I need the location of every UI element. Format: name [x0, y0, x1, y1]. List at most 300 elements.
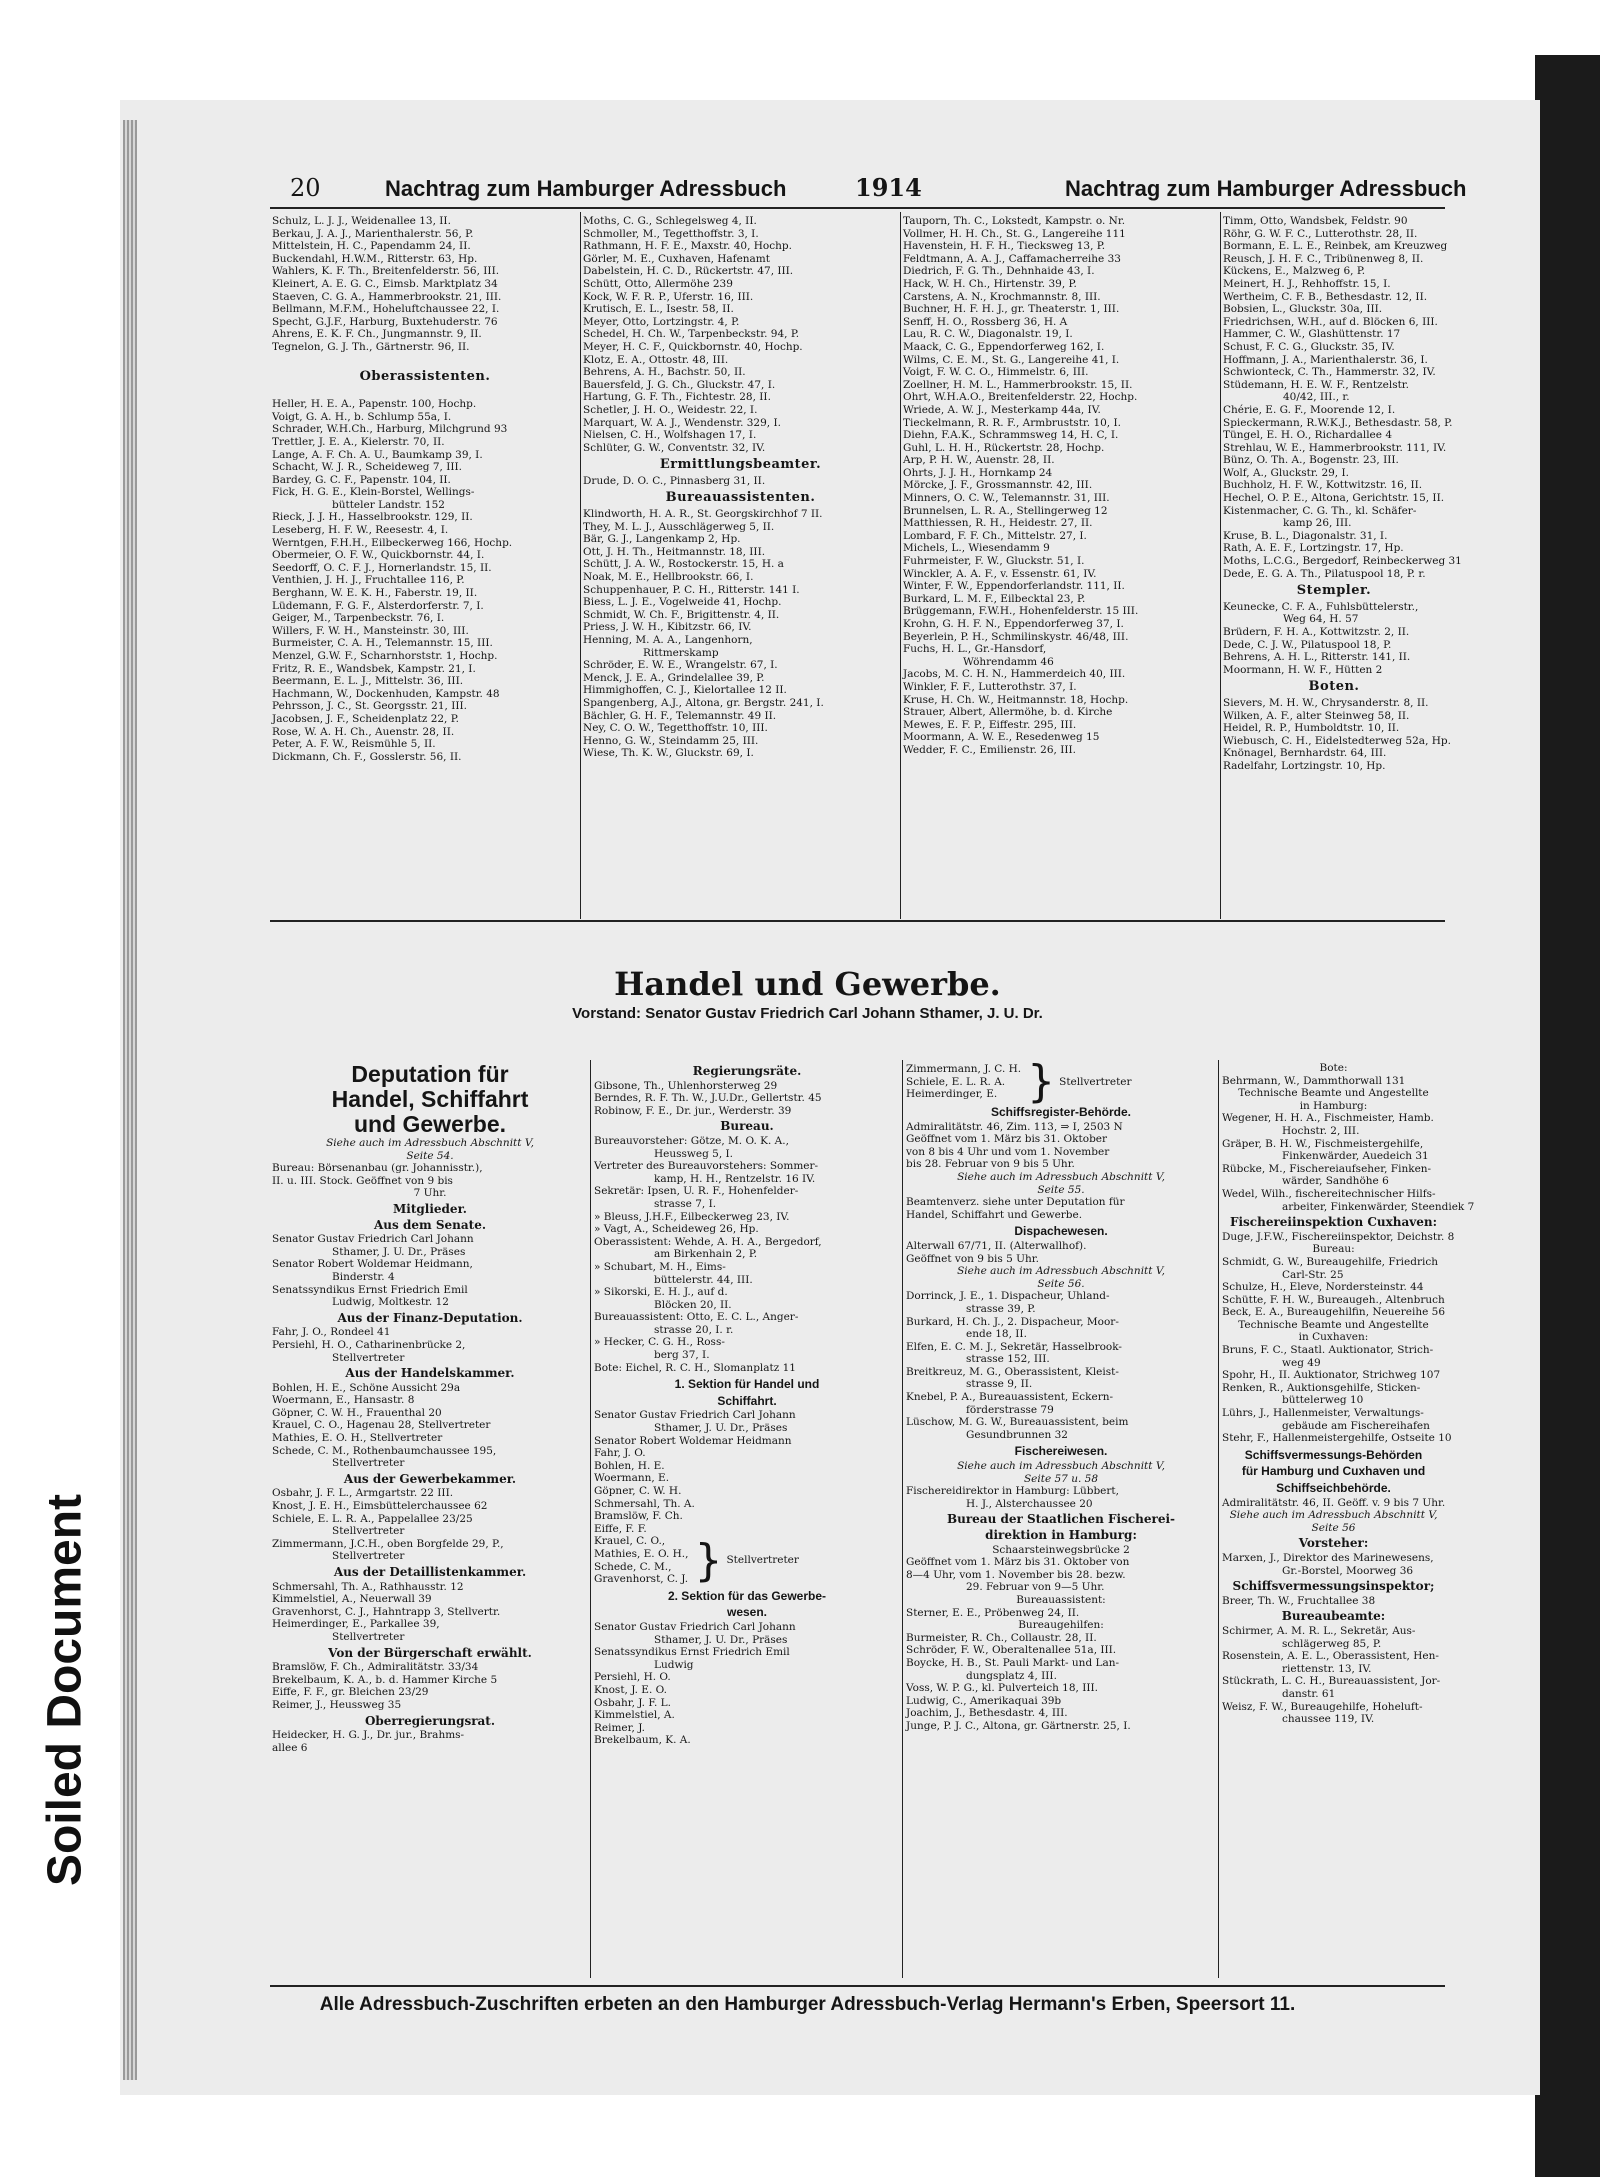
directory-entry: Moormann, A. W. E., Resedenweg 15	[903, 731, 1100, 744]
directory-entry: Fahr, J. O., Rondeel 41	[272, 1326, 391, 1339]
directory-entry: Winckler, A. A. F., v. Essenstr. 61, IV.	[903, 567, 1097, 580]
directory-entry: Reusch, J. H. F. C., Tribünenweg 8, II.	[1223, 252, 1424, 265]
directory-entry: Menzel, G.W. F., Scharnhorststr. 1, Hochp.	[272, 650, 498, 662]
directory-entry: Sterner, E. E., Pröbenweg 24, II.	[906, 1606, 1080, 1619]
subheading: Aus dem Senate.	[373, 1217, 487, 1232]
directory-entry: Krutisch, E. L., Isestr. 58, II.	[583, 303, 734, 316]
entry-continuation: strasse 7, I.	[654, 1197, 717, 1210]
entry-continuation: Stellvertreter	[332, 1525, 405, 1538]
directory-entry: Schwionteck, C. Th., Hammerstr. 32, IV.	[1223, 366, 1436, 379]
directory-entry: Spieckermann, R.W.K.J., Bethesdastr. 58, P.	[1223, 416, 1453, 429]
header-year: 1914	[855, 173, 922, 202]
directory-entry: Vollmer, H. H. Ch., St. G., Langereihe 111	[903, 227, 1126, 240]
directory-entry: Hammer, C. W., Glashüttenstr. 17	[1223, 328, 1401, 341]
directory-entry: Schütt, Otto, Allermöhe 239	[583, 277, 733, 290]
directory-entry: Feldtmann, A. A. J., Caffamacherreihe 33	[903, 252, 1121, 265]
directory-entry: Kruse, H. Ch. W., Heitmannstr. 18, Hochp.	[903, 693, 1129, 706]
cross-reference: Seite 55.	[1037, 1183, 1085, 1196]
running-title-right: Nachtrag zum Hamburger Adressbuch	[1065, 176, 1467, 201]
directory-entry: Rosenstein, A. E. L., Oberassistent, Hen-	[1222, 1650, 1439, 1663]
centered-line: Bote:	[1319, 1062, 1348, 1074]
subheading: Fischereiinspektion Cuxhaven:	[1229, 1215, 1438, 1230]
directory-entry: Wegener, H. H. A., Fischmeister, Hamb.	[1222, 1112, 1434, 1125]
directory-entry: Weisz, F. W., Bureaugehilfe, Hoheluft-	[1222, 1700, 1423, 1713]
directory-entry: Krohn, G. H. F. N., Eppendorferweg 37, I.	[903, 618, 1124, 630]
directory-entry: Schmersahl, Th. A., Rathhausstr. 12	[272, 1580, 464, 1593]
directory-entry: Maack, C. G., Eppendorferweg 162, I.	[903, 340, 1105, 353]
page-header	[170, 170, 1467, 206]
entry-continuation: Finkenwärder, Auedeich 31	[1282, 1150, 1429, 1163]
directory-entry: Tieckelmann, R. R. F., Armbruststr. 10, I.	[903, 416, 1121, 429]
entry-continuation: Rittmerskamp	[643, 646, 719, 659]
centered-line: Bureau:	[1312, 1243, 1355, 1256]
section-vorstand: Vorstand: Senator Gustav Friedrich Carl Johann Sthamer, J. U. Dr.	[572, 1005, 1043, 1022]
directory-entry: Reimer, J.	[594, 1721, 645, 1734]
directory-entry: Wiebusch, C. H., Eidelstedterweg 52a, Hp.	[1223, 734, 1451, 747]
directory-entry: Osbahr, J. F. L., Armgartstr. 22 III.	[272, 1487, 454, 1500]
directory-entry: Wriede, A. W. J., Mesterkamp 44a, IV.	[903, 403, 1101, 416]
directory-entry: Rose, W. A. H. Ch., Auenstr. 28, II.	[272, 725, 455, 738]
directory-entry: Stückrath, L. C. H., Bureauassistent, Jor-	[1222, 1675, 1441, 1688]
spacer	[272, 354, 578, 366]
entry-continuation: ende 18, II.	[966, 1328, 1027, 1341]
directory-entry: Hechel, O. P. E., Altona, Gerichtstr. 15, II.	[1223, 492, 1445, 505]
behoerden-block	[906, 1106, 1216, 1733]
entry-continuation: gebäude am Fischereihafen	[1282, 1419, 1430, 1432]
directory-entry: Havenstein, H. F. H., Tiecksweg 13, P.	[903, 240, 1106, 253]
directory-entry: Woermann, E.	[594, 1472, 670, 1485]
regierungsraete-block	[594, 1065, 900, 1535]
entry-continuation: kamp 26, III.	[1283, 517, 1352, 530]
directory-entry: Berghann, W. E. K. H., Faberstr. 19, II.	[272, 587, 478, 600]
directory-entry: Moormann, H. W. F., Hütten 2	[1223, 663, 1383, 676]
directory-entry: Schmersahl, Th. A.	[594, 1497, 695, 1510]
directory-entry: Behrens, A. H., Bachstr. 50, II.	[583, 366, 746, 379]
directory-entry: Gräper, B. H. W., Fischmeistergehilfe,	[1222, 1137, 1424, 1150]
entry-continuation: danstr. 61	[1282, 1687, 1336, 1700]
directory-entry: Wilms, C. E. M., St. G., Langereihe 41, I.	[903, 353, 1120, 366]
directory-entry: Buchner, H. F. H. J., gr. Theaterstr. 1, III.	[903, 303, 1120, 316]
directory-entry: Bormann, E. L. E., Reinbek, am Kreuzweg	[1223, 240, 1448, 253]
directory-entry: Schmoller, M., Tegetthoffstr. 3, I.	[583, 227, 759, 240]
entry-continuation: dungsplatz 4, III.	[966, 1669, 1057, 1682]
subheading: Schiffsvermessungsinspektor;	[1232, 1579, 1435, 1594]
substitutes-label: Stellvertreter	[1059, 1075, 1132, 1088]
section-rule	[270, 920, 1445, 922]
cross-reference: Siehe auch im Adressbuch Abschnitt V,	[1229, 1509, 1438, 1522]
brace-glyph: }	[1027, 1056, 1056, 1107]
entry-continuation: strasse 20, I. r.	[654, 1323, 734, 1336]
directory-entry: Schütt, J. A. W., Rostockerstr. 15, H. a	[583, 558, 784, 571]
cross-reference: Seite 57 u. 58	[1023, 1472, 1099, 1485]
entry-continuation: Stellvertreter	[332, 1351, 405, 1364]
column-divider	[580, 212, 581, 919]
substitute-names	[594, 1535, 688, 1585]
directory-entry: Elfen, E. C. M. J., Sekretär, Hasselbrook-	[906, 1340, 1122, 1353]
directory-entry: Brunnelsen, L. R. A., Stellingerweg 12	[903, 504, 1108, 517]
centered-line: Schaarsteinwegsbrücke 2	[992, 1543, 1130, 1556]
directory-entry: Wedel, Wilh., fischereitechnischer Hilfs-	[1222, 1187, 1436, 1200]
entry-continuation: Sthamer, J. U. Dr., Präses	[332, 1245, 466, 1258]
directory-entry: They, M. L. J., Ausschlägerweg 5, II.	[583, 520, 775, 533]
directory-entry: Schirmer, A. M. R. L., Sekretär, Aus-	[1222, 1624, 1416, 1637]
directory-entry: Duge, J.F.W., Fischereiinspektor, Deichstr. 8	[1222, 1230, 1455, 1243]
directory-entry: Knost, J. E. O.	[594, 1683, 667, 1696]
directory-entry: Burmeister, C. A. H., Telemannstr. 15, III.	[272, 637, 493, 650]
upper-column-2	[583, 215, 898, 917]
directory-entry: Brekelbaum, K. A., b. d. Hammer Kirche 5	[272, 1673, 498, 1686]
substitute-name: Schede, C. M.,	[594, 1560, 672, 1573]
directory-entry: Schröder, F. W., Oberaltenallee 51a, III.	[906, 1644, 1117, 1657]
directory-entry: Göpner, C. W. H., Frauenthal 20	[272, 1406, 442, 1419]
directory-entry: Stehr, F., Hallenmeistergehilfe, Ostseite 10	[1222, 1432, 1452, 1445]
directory-entry: Robinow, F. E., Dr. jur., Werderstr. 39	[594, 1104, 792, 1117]
directory-entry: Bramslöw, F. Ch., Admiralitätstr. 33/34	[272, 1661, 479, 1674]
page-footer: Alle Adressbuch-Zuschriften erbeten an den Hamburger Adressbuch-Verlag Hermann's Erben, Speersort 11.	[319, 1994, 1296, 2015]
directory-entry: Dickmann, Ch. F., Gosslerstr. 56, II.	[272, 750, 462, 763]
directory-entry: Gibsone, Th., Uhlenhorsterweg 29	[594, 1079, 778, 1092]
directory-entry: Knönagel, Bernhardstr. 64, III.	[1223, 747, 1387, 760]
directory-entry: Willers, F. W. H., Mansteinstr. 30, III.	[272, 624, 469, 637]
centered-line: Technische Beamte und Angestellte	[1238, 1318, 1429, 1331]
directory-entry: Schulze, H., Eleve, Nordersteinstr. 44	[1222, 1281, 1424, 1294]
directory-entry: Mewes, E. F. P., Eiffestr. 295, III.	[903, 718, 1077, 731]
directory-entry: Burmeister, R. Ch., Collaustr. 28, II.	[906, 1631, 1097, 1644]
lower-column-1	[272, 1062, 588, 1977]
entry-continuation: Sthamer, J. U. Dr., Präses	[654, 1633, 788, 1646]
directory-entry: Ohrt, W.H.A.O., Breitenfelderstr. 22, Hochp.	[903, 391, 1138, 404]
substitute-name: Krauel, C. O.,	[594, 1535, 666, 1548]
entry-continuation: Stellvertreter	[332, 1630, 405, 1643]
directory-entry: Wedder, F. C., Emilienstr. 26, III.	[903, 743, 1076, 756]
page-number: 20	[290, 174, 321, 202]
directory-entry: Drude, D. O. C., Pinnasberg 31, II.	[583, 474, 766, 487]
directory-entry: Senator Gustav Friedrich Carl Johann	[272, 1233, 474, 1246]
subheading: Aus der Finanz-Deputation.	[337, 1310, 523, 1325]
directory-entry: Beamtenverz. siehe unter Deputation für	[906, 1196, 1125, 1209]
section-heading: 2. Sektion für das Gewerbe-	[667, 1588, 827, 1603]
subheading: Bureau.	[720, 1119, 774, 1134]
block-title: und Gewerbe.	[353, 1111, 507, 1137]
directory-entry: Michels, L., Wiesendamm 9	[903, 542, 1050, 555]
list-heading: Boten.	[1308, 679, 1360, 695]
centered-line: in Cuxhaven:	[1298, 1331, 1369, 1344]
entry-continuation: kamp, H. H., Rentzelstr. 16 IV.	[654, 1172, 816, 1185]
directory-entry: Hack, W. H. Ch., Hirtenstr. 39, P.	[903, 277, 1077, 290]
directory-entry: 8—4 Uhr, vom 1. November bis 28. bezw.	[906, 1568, 1126, 1581]
directory-entry: Wolf, A., Gluckstr. 29, I.	[1223, 466, 1349, 479]
directory-entry: Schmidt, W. Ch. F., Brigittenstr. 4, II.	[583, 608, 780, 621]
directory-entry: Persiehl, H. O., Catharinenbrücke 2,	[272, 1338, 466, 1351]
entry-continuation: Ludwig, Moltkestr. 12	[332, 1296, 449, 1309]
brace-glyph: }	[694, 1534, 723, 1586]
subheading: Aus der Gewerbekammer.	[343, 1471, 517, 1486]
cross-reference: Seite 54.	[406, 1149, 454, 1162]
entry-continuation: strasse 152, III.	[966, 1353, 1050, 1366]
directory-entry: Staeven, C. G. A., Hammerbrookstr. 21, III.	[272, 290, 502, 303]
cross-reference: Siehe auch im Adressbuch Abschnitt V,	[957, 1170, 1165, 1183]
section-heading: Schiffahrt.	[717, 1393, 777, 1408]
directory-entry: Beermann, E. L. J., Mittelstr. 36, III.	[272, 675, 464, 688]
directory-entry: Fick, H. G. E., Klein-Borstel, Wellings-	[272, 486, 475, 499]
subheading: Vorsteher:	[1298, 1536, 1369, 1551]
directory-entry: Zimmermann, J.C.H., oben Borgfelde 29, P.,	[272, 1537, 504, 1550]
directory-entry: Meyer, H. C. F., Quickbornstr. 40, Hochp.	[583, 340, 803, 353]
directory-entry: Hachmann, W., Dockenhuden, Kampstr. 48	[272, 687, 500, 700]
entry-continuation: Stellvertreter	[332, 1457, 405, 1470]
cross-reference: Seite 56	[1311, 1521, 1356, 1534]
directory-entry: Stüdemann, H. E. W. F., Rentzelstr.	[1223, 378, 1410, 391]
directory-entry: Wertheim, C. F. B., Bethesdastr. 12, II.	[1223, 290, 1428, 303]
entry-continuation: wärder, Sandhöhe 6	[1282, 1175, 1389, 1188]
directory-entry: Himmighoffen, C. J., Kielortallee 12 II.	[583, 684, 787, 697]
directory-entry: Berndes, R. F. Th. W., J.U.Dr., Gellertstr. 45	[594, 1092, 822, 1105]
directory-entry: Schust, F. C. G., Gluckstr. 35, IV.	[1223, 340, 1395, 353]
directory-entry: Admiralitätstr. 46, II. Geöff. v. 9 bis 7 Uhr.	[1222, 1496, 1446, 1509]
scanner-background-edge	[1535, 55, 1600, 2177]
gewerbe-section-block	[594, 1590, 900, 1747]
directory-entry: Leseberg, H. F. W., Reesestr. 4, I.	[272, 524, 449, 537]
directory-entry: Spohr, H., II. Auktionator, Strichweg 107	[1222, 1369, 1441, 1382]
directory-entry: Osbahr, J. F. L.	[594, 1696, 671, 1709]
directory-entry: Vertreter des Bureauvorstehers: Sommer-	[594, 1160, 819, 1173]
list-heading: Stempler.	[1296, 583, 1372, 599]
substitutes-label: Stellvertreter	[726, 1554, 799, 1567]
section-heading: Schiffseichbehörde.	[1276, 1481, 1391, 1495]
lower-column-4	[1222, 1062, 1475, 1977]
section-heading: Schiffsregister-Behörde.	[990, 1105, 1132, 1119]
directory-entry: Moths, C. G., Schlegelsweg 4, II.	[583, 215, 757, 227]
section-heading: für Hamburg und Cuxhaven und	[1241, 1464, 1426, 1479]
entry-continuation: riettenstr. 13, IV.	[1282, 1662, 1372, 1675]
entry-continuation: weg 49	[1282, 1356, 1321, 1369]
list-heading: Ermittlungsbeamter.	[659, 457, 822, 473]
directory-entry: » Hecker, C. G. H., Ross-	[594, 1336, 725, 1349]
entry-continuation: bütteler Landstr. 152	[332, 498, 445, 511]
soiled-document-stamp	[20, 1430, 110, 1950]
section-heading: Schiffsvermessungs-Behörden	[1244, 1447, 1423, 1462]
directory-entry: Friedrichsen, W.H., auf d. Blöcken 6, III.	[1223, 315, 1438, 328]
section-heading: wesen.	[726, 1605, 768, 1620]
directory-entry: Senator Gustav Friedrich Carl Johann	[594, 1620, 796, 1633]
directory-entry: Renken, R., Auktionsgehilfe, Sticken-	[1222, 1381, 1421, 1394]
directory-entry: Bär, G. J., Langenkamp 2, Hp.	[583, 533, 741, 546]
directory-entry: Diedrich, F. G. Th., Dehnhaide 43, I.	[903, 265, 1095, 278]
directory-entry: Werntgen, F.H.H., Eilbeckerweg 166, Hochp.	[272, 536, 513, 549]
entry-continuation: strasse 9, II.	[966, 1378, 1033, 1391]
spacer	[272, 386, 578, 398]
directory-entry: Heimerdinger, E., Parkallee 39,	[272, 1618, 440, 1631]
directory-entry: Eiffe, F. F.	[594, 1522, 647, 1535]
directory-entry: Buckendahl, H.W.M., Ritterstr. 63, Hp.	[272, 252, 478, 265]
directory-entry: Arp, P. H. W., Auenstr. 28, II.	[903, 454, 1055, 467]
directory-entry: Wiese, Th. K. W., Gluckstr. 69, I.	[583, 747, 754, 760]
directory-entry: Junge, P. J. C., Altona, gr. Gärtnerstr. 25, I.	[906, 1719, 1131, 1732]
substitute-name: Zimmermann, J. C. H.	[906, 1063, 1022, 1076]
entry-continuation: büttelerstr. 44, III.	[654, 1273, 753, 1286]
directory-entry: Brüggemann, F.W.H., Hohenfelderstr. 15 III.	[903, 605, 1139, 618]
directory-entry: » Schubart, M. H., Eims-	[594, 1260, 726, 1273]
subheading: Oberregierungsrat.	[364, 1713, 496, 1728]
lower-column-2	[594, 1062, 900, 1977]
section-title: Handel und Gewerbe.	[614, 965, 1001, 1003]
directory-entry: Schrader, W.H.Ch., Harburg, Milchgrund 93	[272, 423, 508, 436]
directory-entry: Heidecker, H. G. J., Dr. jur., Brahms-	[272, 1729, 465, 1742]
directory-entry: Schiele, E. L. R. A., Pappelallee 23/25	[272, 1512, 473, 1525]
directory-entry: Kimmelstiel, A., Neuerwall 39	[272, 1593, 432, 1606]
entry-continuation: Carl-Str. 25	[1282, 1268, 1344, 1281]
directory-entry: Kimmelstiel, A.	[594, 1709, 675, 1722]
upper-column-1	[272, 215, 578, 917]
directory-entry: Knost, J. E. H., Eimsbüttelerchaussee 62	[272, 1500, 488, 1513]
directory-entry: Voigt, G. A. H., b. Schlump 55a, I.	[272, 410, 452, 423]
directory-entry: Schröder, E. W. E., Wrangelstr. 67, I.	[583, 659, 778, 672]
section-heading: Dispachewesen.	[1014, 1224, 1108, 1239]
directory-entry: Sekretär: Ipsen, U. R. F., Hohenfelder-	[594, 1185, 799, 1198]
directory-entry: Dabelstein, H. C. D., Rückertstr. 47, III.	[583, 265, 794, 278]
substitute-names	[906, 1063, 1021, 1101]
directory-entry: Dede, E. G. A. Th., Pilatuspool 18, P. r.	[1223, 567, 1426, 580]
directory-entry: Lüdemann, F. G. F., Alsterdorferstr. 7, I.	[272, 599, 484, 612]
directory-entry: Ney, C. O. W., Tegetthoffstr. 10, III.	[583, 722, 768, 735]
directory-entry: Matthiessen, R. H., Heidestr. 27, II.	[903, 517, 1093, 530]
directory-entry: Senatssyndikus Ernst Friedrich Emil	[594, 1646, 790, 1659]
directory-entry: Noak, M. E., Hellbrookstr. 66, I.	[583, 571, 754, 584]
directory-entry: Heller, H. E. A., Papenstr. 100, Hochp.	[272, 398, 477, 411]
directory-entry: Lau, R. C. W., Diagonalstr. 19, I.	[903, 328, 1073, 341]
entry-continuation: Sthamer, J. U. Dr., Präses	[654, 1422, 788, 1435]
directory-entry: Strauer, Albert, Allermöhe, b. d. Kirche	[903, 706, 1113, 719]
entry-continuation: Gesundbrunnen 32	[966, 1428, 1068, 1441]
directory-entry: Minners, O. C. W., Telemannstr. 31, III.	[903, 492, 1110, 505]
upper-column-3	[903, 215, 1218, 917]
block-title: Deputation für	[351, 1061, 509, 1087]
directory-entry: Brekelbaum, K. A.	[594, 1734, 691, 1747]
stamp-text: Soiled Document	[38, 1493, 92, 1887]
directory-entry: Schulz, L. J. J., Weidenallee 13, II.	[272, 215, 451, 227]
directory-entry: Lombard, F. F. Ch., Mittelstr. 27, I.	[903, 529, 1087, 542]
directory-entry: Strehlau, W. E., Hammerbrookstr. 111, IV.	[1223, 441, 1447, 454]
entry-continuation: büttelerweg 10	[1282, 1394, 1364, 1407]
directory-entry: Senff, H. O., Rossberg 36, H. A	[903, 315, 1068, 328]
directory-entry: Bardey, G. C. F., Papenstr. 104, II.	[272, 473, 451, 486]
directory-entry: Bohlen, H. E., Schöne Aussicht 29a	[272, 1381, 461, 1394]
directory-entry: von 8 bis 4 Uhr und vom 1. November	[906, 1145, 1110, 1158]
directory-entry: Mörcke, J. F., Grossmannstr. 42, III.	[903, 479, 1093, 492]
directory-entry: Rath, A. E. F., Lortzingstr. 17, Hp.	[1223, 542, 1404, 555]
centered-line: 7 Uhr.	[413, 1187, 447, 1200]
directory-entry: Rathmann, H. F. E., Maxstr. 40, Hochp.	[583, 240, 792, 253]
directory-entry: Brüdern, F. H. A., Kottwitzstr. 2, II.	[1223, 626, 1410, 638]
substitute-name: Gravenhorst, C. J.	[594, 1573, 689, 1586]
directory-entry: Schetler, J. H. O., Weidestr. 22, I.	[583, 403, 758, 416]
entry-continuation: Stellvertreter	[332, 1550, 405, 1563]
column-divider	[1220, 212, 1221, 919]
subheading: Mitglieder.	[393, 1201, 467, 1216]
subheading: Bureau der Staatlichen Fischerei-	[946, 1512, 1175, 1527]
directory-entry: Voss, W. P. G., kl. Pulverteich 18, III.	[906, 1682, 1098, 1695]
directory-entry: Bünz, O. Th. A., Bogenstr. 23, III.	[1223, 454, 1399, 467]
directory-entry: Kückens, E., Malzweg 6, P.	[1223, 265, 1366, 278]
subheading: Bureaubeamte:	[1281, 1609, 1386, 1624]
directory-entry: Dede, C. J. W., Pilatuspool 18, P.	[1223, 638, 1392, 651]
entry-continuation: strasse 39, P.	[966, 1302, 1036, 1315]
footer-rule	[270, 1985, 1445, 1987]
directory-entry: Tüngel, E. H. O., Richardallee 4	[1223, 429, 1393, 442]
directory-entry: Behrens, A. H. L., Ritterstr. 141, II.	[1223, 651, 1411, 664]
directory-entry: Schacht, W. J. R., Scheideweg 7, III.	[272, 461, 462, 474]
directory-entry: Biess, L. J. E., Vogelweide 41, Hochp.	[583, 596, 782, 609]
directory-entry: Hoffmann, J. A., Marienthalerstr. 36, I.	[1223, 353, 1428, 366]
subheading: Aus der Handelskammer.	[345, 1366, 515, 1381]
directory-entry: Boycke, H. B., St. Pauli Markt- und Lan-	[906, 1656, 1120, 1669]
directory-entry: Jacobs, M. C. H. N., Hammerdeich 40, III.	[903, 668, 1126, 681]
directory-entry: Nielsen, C. H., Wolfshagen 17, I.	[583, 429, 757, 442]
directory-entry: Beck, E. A., Bureaugehilfin, Neuereihe 56	[1222, 1306, 1446, 1319]
substitute-name: Schiele, E. L. R. A.	[906, 1075, 1006, 1088]
directory-entry: Breitkreuz, M. G., Oberassistent, Kleist-	[906, 1365, 1119, 1378]
entry-continuation: 29. Februar von 9—5 Uhr.	[966, 1581, 1105, 1594]
cross-reference: Siehe auch im Adressbuch Abschnitt V,	[957, 1265, 1165, 1278]
directory-entry: Priess, J. W. H., Kibitzstr. 66, IV.	[583, 621, 752, 634]
directory-entry: Geöffnet vom 1. März bis 31. Oktober	[906, 1133, 1108, 1146]
directory-entry: Marxen, J., Direktor des Marinewesens,	[1222, 1551, 1434, 1564]
directory-entry: Lange, A. F. Ch. A. U., Baumkamp 39, I.	[272, 448, 483, 461]
directory-entry: Fuhrmeister, F. W., Gluckstr. 51, I.	[903, 555, 1085, 568]
directory-entry: Bote: Eichel, R. C. H., Slomanplatz 11	[594, 1361, 796, 1374]
substitutes-brace-top	[906, 1056, 1216, 1107]
header-rule	[270, 207, 1445, 209]
directory-entry: Carstens, A. N., Krochmannstr. 8, III.	[903, 290, 1101, 303]
directory-entry: Schuppenhauer, P. C. H., Ritterstr. 141 I.	[583, 583, 800, 596]
directory-entry: Henning, M. A. A., Langenhorn,	[583, 634, 753, 646]
directory-entry: Fuchs, H. L., Gr.-Hansdorf,	[903, 643, 1047, 656]
directory-entry: Bramslöw, F. Ch.	[594, 1510, 683, 1523]
directory-entry: Schlüter, G. W., Conventstr. 32, IV.	[583, 441, 766, 454]
directory-entry: Bureau: Börsenanbau (gr. Johannisstr.),	[272, 1162, 483, 1175]
entry-continuation: 40/42, III., r.	[1283, 391, 1350, 404]
directory-entry: Winkler, F. F., Lutterothstr. 37, I.	[903, 680, 1077, 693]
directory-entry: Klotz, E. A., Ottostr. 48, III.	[583, 353, 729, 366]
entry-continuation: schlägerweg 85, P.	[1282, 1637, 1382, 1650]
directory-entry: Behrmann, W., Dammthorwall 131	[1222, 1074, 1406, 1087]
entry-continuation: berg 37, I.	[654, 1349, 710, 1362]
entry-continuation: Blöcken 20, II.	[654, 1298, 732, 1311]
directory-entry: Buchholz, H. F. W., Kottwitzstr. 16, II.	[1223, 479, 1423, 492]
directory-entry: Bruns, F. C., Staatl. Auktionator, Strich-	[1222, 1344, 1434, 1357]
directory-entry: Kock, W. F. R. P., Uferstr. 16, III.	[583, 290, 754, 303]
directory-entry: Ohrts, J. J. H., Hornkamp 24	[903, 466, 1053, 479]
upper-column-4	[1223, 215, 1462, 917]
directory-entry: Meinert, H. J., Rehhoffstr. 15, I.	[1223, 277, 1391, 290]
entry-continuation: chaussee 119, IV.	[1282, 1713, 1375, 1726]
directory-entry: Keunecke, C. F. A., Fuhlsbüttelerstr.,	[1223, 600, 1419, 613]
directory-entry: Ott, J. H. Th., Heitmannstr. 18, III.	[583, 545, 766, 558]
directory-entry: Sievers, M. H. W., Chrysanderstr. 8, II.	[1223, 696, 1429, 709]
entry-continuation: Wöhrendamm 46	[963, 655, 1054, 668]
directory-entry: Schede, C. M., Rothenbaumchaussee 195,	[272, 1444, 497, 1457]
directory-entry: Chérie, E. G. F., Moorende 12, I.	[1223, 403, 1396, 416]
directory-entry: Tegnelon, G. J. Th., Gärtnerstr. 96, II.	[272, 340, 470, 353]
centered-line: in Hamburg:	[1299, 1099, 1368, 1112]
cross-reference: Seite 56.	[1037, 1277, 1085, 1290]
directory-entry: Dorrinck, J. E., 1. Dispacheur, Uhland-	[906, 1290, 1110, 1303]
centered-line: Technische Beamte und Angestellte	[1238, 1087, 1429, 1100]
directory-entry: Fritz, R. E., Wandsbek, Kampstr. 21, I.	[272, 662, 476, 675]
directory-entry: Bächler, G. H. F., Telemannstr. 49 II.	[583, 709, 777, 722]
directory-entry: Geöffnet von 9 bis 5 Uhr.	[906, 1252, 1039, 1265]
directory-entry: Schedel, H. Ch. W., Tarpenbeckstr. 94, P.	[583, 328, 800, 341]
